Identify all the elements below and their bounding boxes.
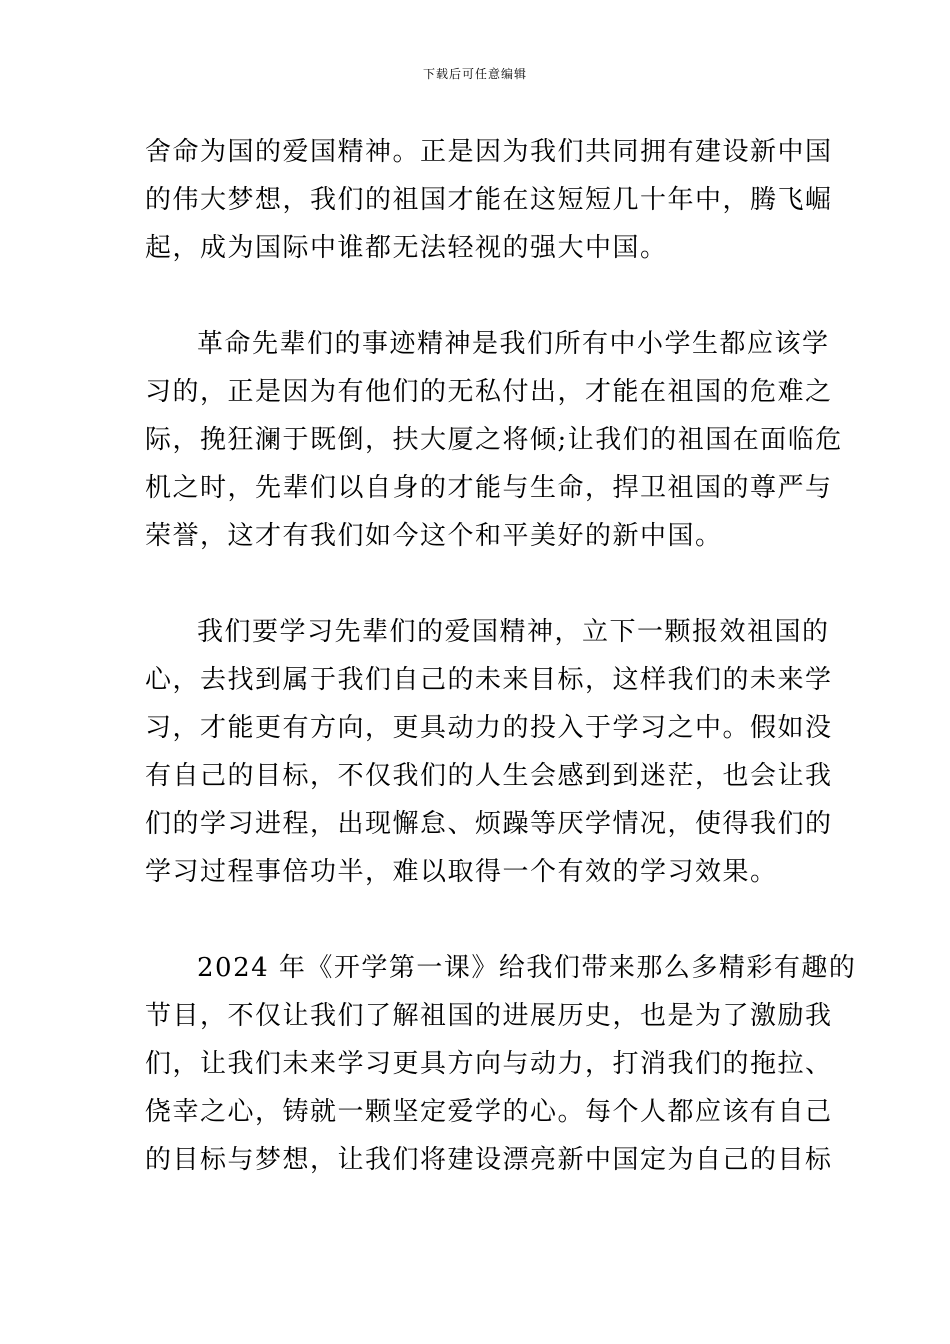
paragraph-line: 侥幸之心，铸就一颗坚定爱学的心。每个人都应该有自己 bbox=[145, 1097, 833, 1127]
paragraph-line: 机之时，先辈们以自身的才能与生命，捍卫祖国的尊严与 bbox=[145, 473, 833, 503]
paragraph-line: 2024 年《开学第一课》给我们带来那么多精彩有趣的 bbox=[197, 953, 857, 983]
paragraph-spacer bbox=[145, 272, 809, 320]
paragraph bbox=[145, 128, 833, 272]
paragraph bbox=[145, 320, 843, 560]
paragraph-spacer bbox=[145, 560, 809, 608]
paragraph bbox=[145, 608, 833, 896]
paragraph-line: 习的，正是因为有他们的无私付出，才能在祖国的危难之 bbox=[145, 377, 833, 407]
document-body bbox=[145, 128, 857, 1184]
paragraph-line: 际，挽狂澜于既倒，扶大厦之将倾;让我们的祖国在面临危 bbox=[145, 425, 843, 455]
paragraph-line: 们，让我们未来学习更具方向与动力，打消我们的拖拉、 bbox=[145, 1049, 833, 1079]
paragraph-line: 们的学习进程，出现懈怠、烦躁等厌学情况，使得我们的 bbox=[145, 809, 833, 839]
paragraph-line: 的伟大梦想，我们的祖国才能在这短短几十年中，腾飞崛 bbox=[145, 185, 833, 215]
paragraph bbox=[145, 944, 857, 1184]
paragraph-line: 心，去找到属于我们自己的未来目标，这样我们的未来学 bbox=[145, 665, 833, 695]
paragraph-spacer bbox=[145, 896, 809, 944]
paragraph-line: 的目标与梦想，让我们将建设漂亮新中国定为自己的目标 bbox=[145, 1145, 833, 1175]
page-header: 下载后可任意编辑 bbox=[422, 67, 527, 81]
paragraph-line: 舍命为国的爱国精神。正是因为我们共同拥有建设新中国 bbox=[145, 137, 833, 167]
paragraph-line: 习，才能更有方向，更具动力的投入于学习之中。假如没 bbox=[145, 713, 833, 743]
paragraph-line: 有自己的目标，不仅我们的人生会感到到迷茫，也会让我 bbox=[145, 761, 833, 791]
paragraph-line: 节目，不仅让我们了解祖国的进展历史，也是为了激励我 bbox=[145, 1001, 833, 1031]
paragraph-line: 我们要学习先辈们的爱国精神，立下一颗报效祖国的 bbox=[197, 617, 830, 647]
paragraph-line: 起，成为国际中谁都无法轻视的强大中国。 bbox=[145, 233, 668, 263]
paragraph-line: 学习过程事倍功半，难以取得一个有效的学习效果。 bbox=[145, 857, 778, 887]
paragraph-line: 革命先辈们的事迹精神是我们所有中小学生都应该学 bbox=[197, 329, 830, 359]
paragraph-line: 荣誉，这才有我们如今这个和平美好的新中国。 bbox=[145, 521, 723, 551]
